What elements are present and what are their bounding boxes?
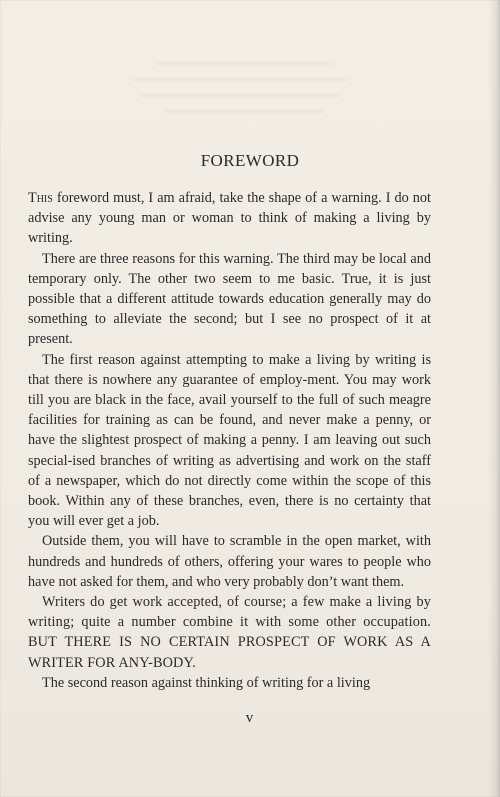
paragraph-4: Outside them, you will have to scramble in the open market, with hundreds and hundreds of others, offering your wares to people who have not asked for them, and who very probably don’t want them. bbox=[28, 533, 431, 590]
paragraph-2: There are three reasons for this warning. The third may be local and temporary only. The other two seem to me basic. True, it is just possible that a different attitude towards education generally may do something to alleviate the second; but I see no prospect of it at present. bbox=[28, 250, 431, 348]
paragraph-1-lead: This bbox=[28, 190, 53, 206]
paragraph-1 bbox=[28, 188, 431, 249]
foreword-body bbox=[28, 188, 431, 693]
chapter-title: FOREWORD bbox=[200, 151, 300, 170]
show-through-text bbox=[130, 48, 360, 158]
paragraph-5: Writers do get work accepted, of course; a few make a living by writing; quite a number combine it with some other occupation. BUT THERE IS NO CERTAIN PROSPECT OF WORK AS A WRITER FOR ANY-BODY. bbox=[28, 594, 431, 671]
paragraph-6: The second reason against thinking of writing for a living bbox=[42, 674, 371, 691]
page-edge-shadow bbox=[488, 0, 500, 797]
page-number: v bbox=[245, 710, 255, 726]
paragraph-3: The first reason against attempting to make a living by writing is that there is nowhere any guarantee of employ-ment. You may work till you are black in the face, avail yourself to the full of such meagre facilities for training as can be found, and never make a penny, or have the slightest prospect of making a penny. I am leaving out such special-ised branches of writing as advertising and work on the staff of a newspaper, which do not directly come within the scope of this book. Within any of these branches, even, there is no certainty that you will ever get a job. bbox=[28, 351, 431, 530]
paragraph-1-text: foreword must, I am afraid, take the shape of a warning. I do not advise any young man or woman to think of making a living by writing. bbox=[28, 190, 431, 247]
